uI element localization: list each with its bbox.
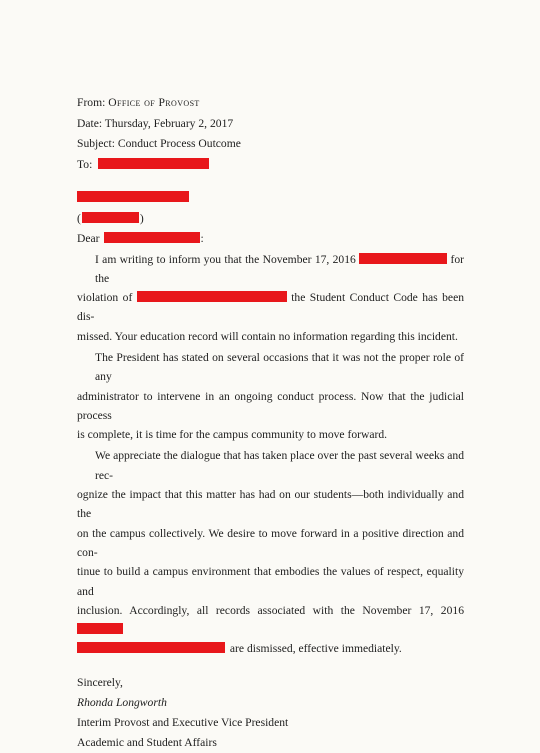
p1-text-b: for the xyxy=(95,252,465,285)
closing: Sincerely, xyxy=(77,675,123,689)
spacer xyxy=(77,175,464,188)
p3-line-5 xyxy=(77,601,464,640)
paragraph-1 xyxy=(77,250,464,346)
date-line: Date: Thursday, February 2, 2017 xyxy=(77,116,234,130)
p2-line-1: The President has stated on several occasions that it was not the proper role of any xyxy=(95,350,464,384)
signature-block xyxy=(77,673,464,753)
redacted-id xyxy=(82,212,139,223)
redacted-recipient xyxy=(98,158,209,169)
paragraph-3 xyxy=(77,446,464,658)
subject-line: Subject: Conduct Process Outcome xyxy=(77,137,241,150)
salutation-colon: : xyxy=(200,232,204,245)
to-line xyxy=(77,155,464,176)
p3-line-6 xyxy=(77,639,464,658)
p1-text-d: the Student Conduct Code has been dis- xyxy=(77,291,465,324)
redacted-incident-3 xyxy=(77,642,225,653)
p2-line-3: is complete, it is time for the campus community to move forward. xyxy=(77,428,388,442)
signer-title: Interim Provost and Executive Vice President xyxy=(77,715,289,729)
paren-open: ( xyxy=(77,211,81,225)
p1-text-c: violation of xyxy=(77,291,133,305)
p1-line-3: missed. Your education record will contain no information regarding this incident. xyxy=(77,329,458,343)
redacted-name xyxy=(77,191,189,202)
from-value: Office of Provost xyxy=(108,96,200,109)
redacted-violation xyxy=(137,291,287,302)
to-label: To: xyxy=(77,157,93,171)
signer-department: Academic and Student Affairs xyxy=(77,735,217,749)
from-label: From: xyxy=(77,96,106,109)
redacted-incident xyxy=(359,253,447,264)
p1-line-1 xyxy=(77,250,464,289)
paragraph-2 xyxy=(77,348,464,444)
salutation-dear: Dear xyxy=(77,232,100,245)
from-line xyxy=(77,93,464,114)
p3-line-4: tinue to build a campus environment that embodies the values of respect, equality and xyxy=(77,565,464,598)
address-id-line xyxy=(77,209,464,230)
signer-name: Rhonda Longworth xyxy=(77,695,167,709)
redacted-addressee xyxy=(104,232,200,243)
redacted-incident-2 xyxy=(77,623,123,634)
p1-line-2 xyxy=(77,288,464,327)
p3-text-a: inclusion. Accordingly, all records associated with the November 17, 2016 xyxy=(77,603,464,617)
p2-line-2: administrator to intervene in an ongoing conduct process. Now that the judicial process xyxy=(77,389,464,422)
paren-close: ) xyxy=(139,211,144,225)
p3-line-1: We appreciate the dialogue that has taken place over the past several weeks and rec- xyxy=(95,449,464,482)
p3-line-2: ognize the impact that this matter has had on our students—both individually and the xyxy=(77,488,464,521)
address-name-line xyxy=(77,188,464,209)
p3-line-3: on the campus collectively. We desire to move forward in a positive direction and con- xyxy=(77,526,464,559)
salutation-line xyxy=(77,229,464,250)
p3-text-b: are dismissed, effective immediately. xyxy=(229,642,402,656)
p1-text-a: I am writing to inform you that the November 17, 2016 xyxy=(95,252,356,266)
